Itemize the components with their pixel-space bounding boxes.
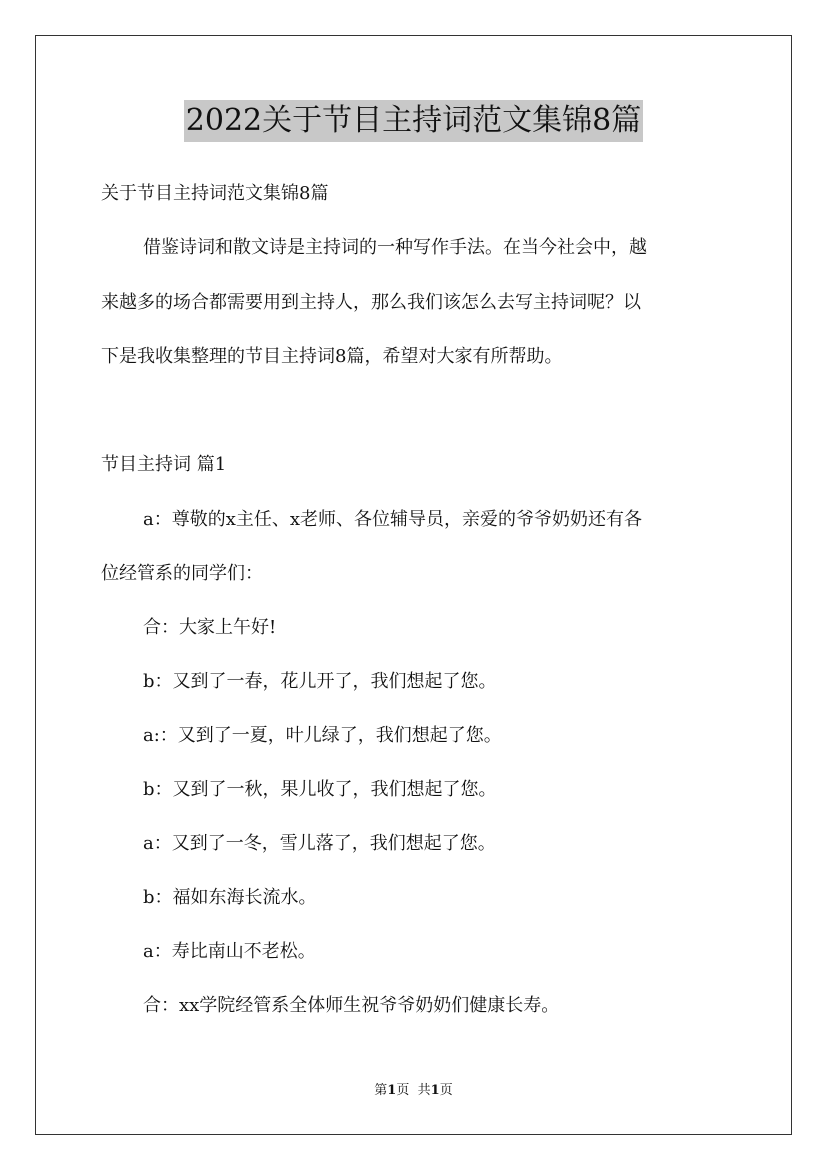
intro-line-3: 下是我收集整理的节目主持词8篇，希望对大家有所帮助。 <box>101 346 563 367</box>
page-footer <box>0 1082 827 1100</box>
body-line-7: a：又到了一冬，雪儿落了，我们想起了您。 <box>143 833 496 854</box>
body-line-8: b：福如东海长流水。 <box>143 887 317 908</box>
document-title: 2022关于节目主持词范文集锦8篇 <box>184 100 643 142</box>
body-line-9: a：寿比南山不老松。 <box>143 941 316 962</box>
body-line-6: b：又到了一秋，果儿收了，我们想起了您。 <box>143 779 497 800</box>
intro-line-2: 来越多的场合都需要用到主持人，那么我们该怎么去写主持词呢？以 <box>101 292 641 313</box>
footer-page-prefix: 第 <box>374 1083 388 1098</box>
body-line-2: 位经管系的同学们： <box>101 563 263 584</box>
body-line-1: a：尊敬的x主任、x老师、各位辅导员，亲爱的爷爷奶奶还有各 <box>143 509 643 530</box>
body-line-10: 合：xx学院经管系全体师生祝爷爷奶奶们健康长寿。 <box>143 995 560 1016</box>
body-line-3: 合：大家上午好! <box>143 617 277 638</box>
body-line-5: a:：又到了一夏，叶儿绿了，我们想起了您。 <box>143 725 502 746</box>
intro-line-1: 借鉴诗词和散文诗是主持词的一种写作手法。在当今社会中，越 <box>143 237 647 258</box>
footer-page-number: 1 <box>387 1083 397 1098</box>
footer-total-suffix: 页 <box>439 1083 453 1098</box>
title-container <box>0 100 827 142</box>
section-heading: 节目主持词 篇1 <box>101 454 227 475</box>
document-subtitle: 关于节目主持词范文集锦8篇 <box>101 183 329 204</box>
footer-total-prefix: 共 <box>417 1083 431 1098</box>
footer-page-suffix: 页 <box>396 1083 410 1098</box>
footer-total-pages: 1 <box>430 1083 440 1098</box>
body-line-4: b：又到了一春，花儿开了，我们想起了您。 <box>143 671 497 692</box>
